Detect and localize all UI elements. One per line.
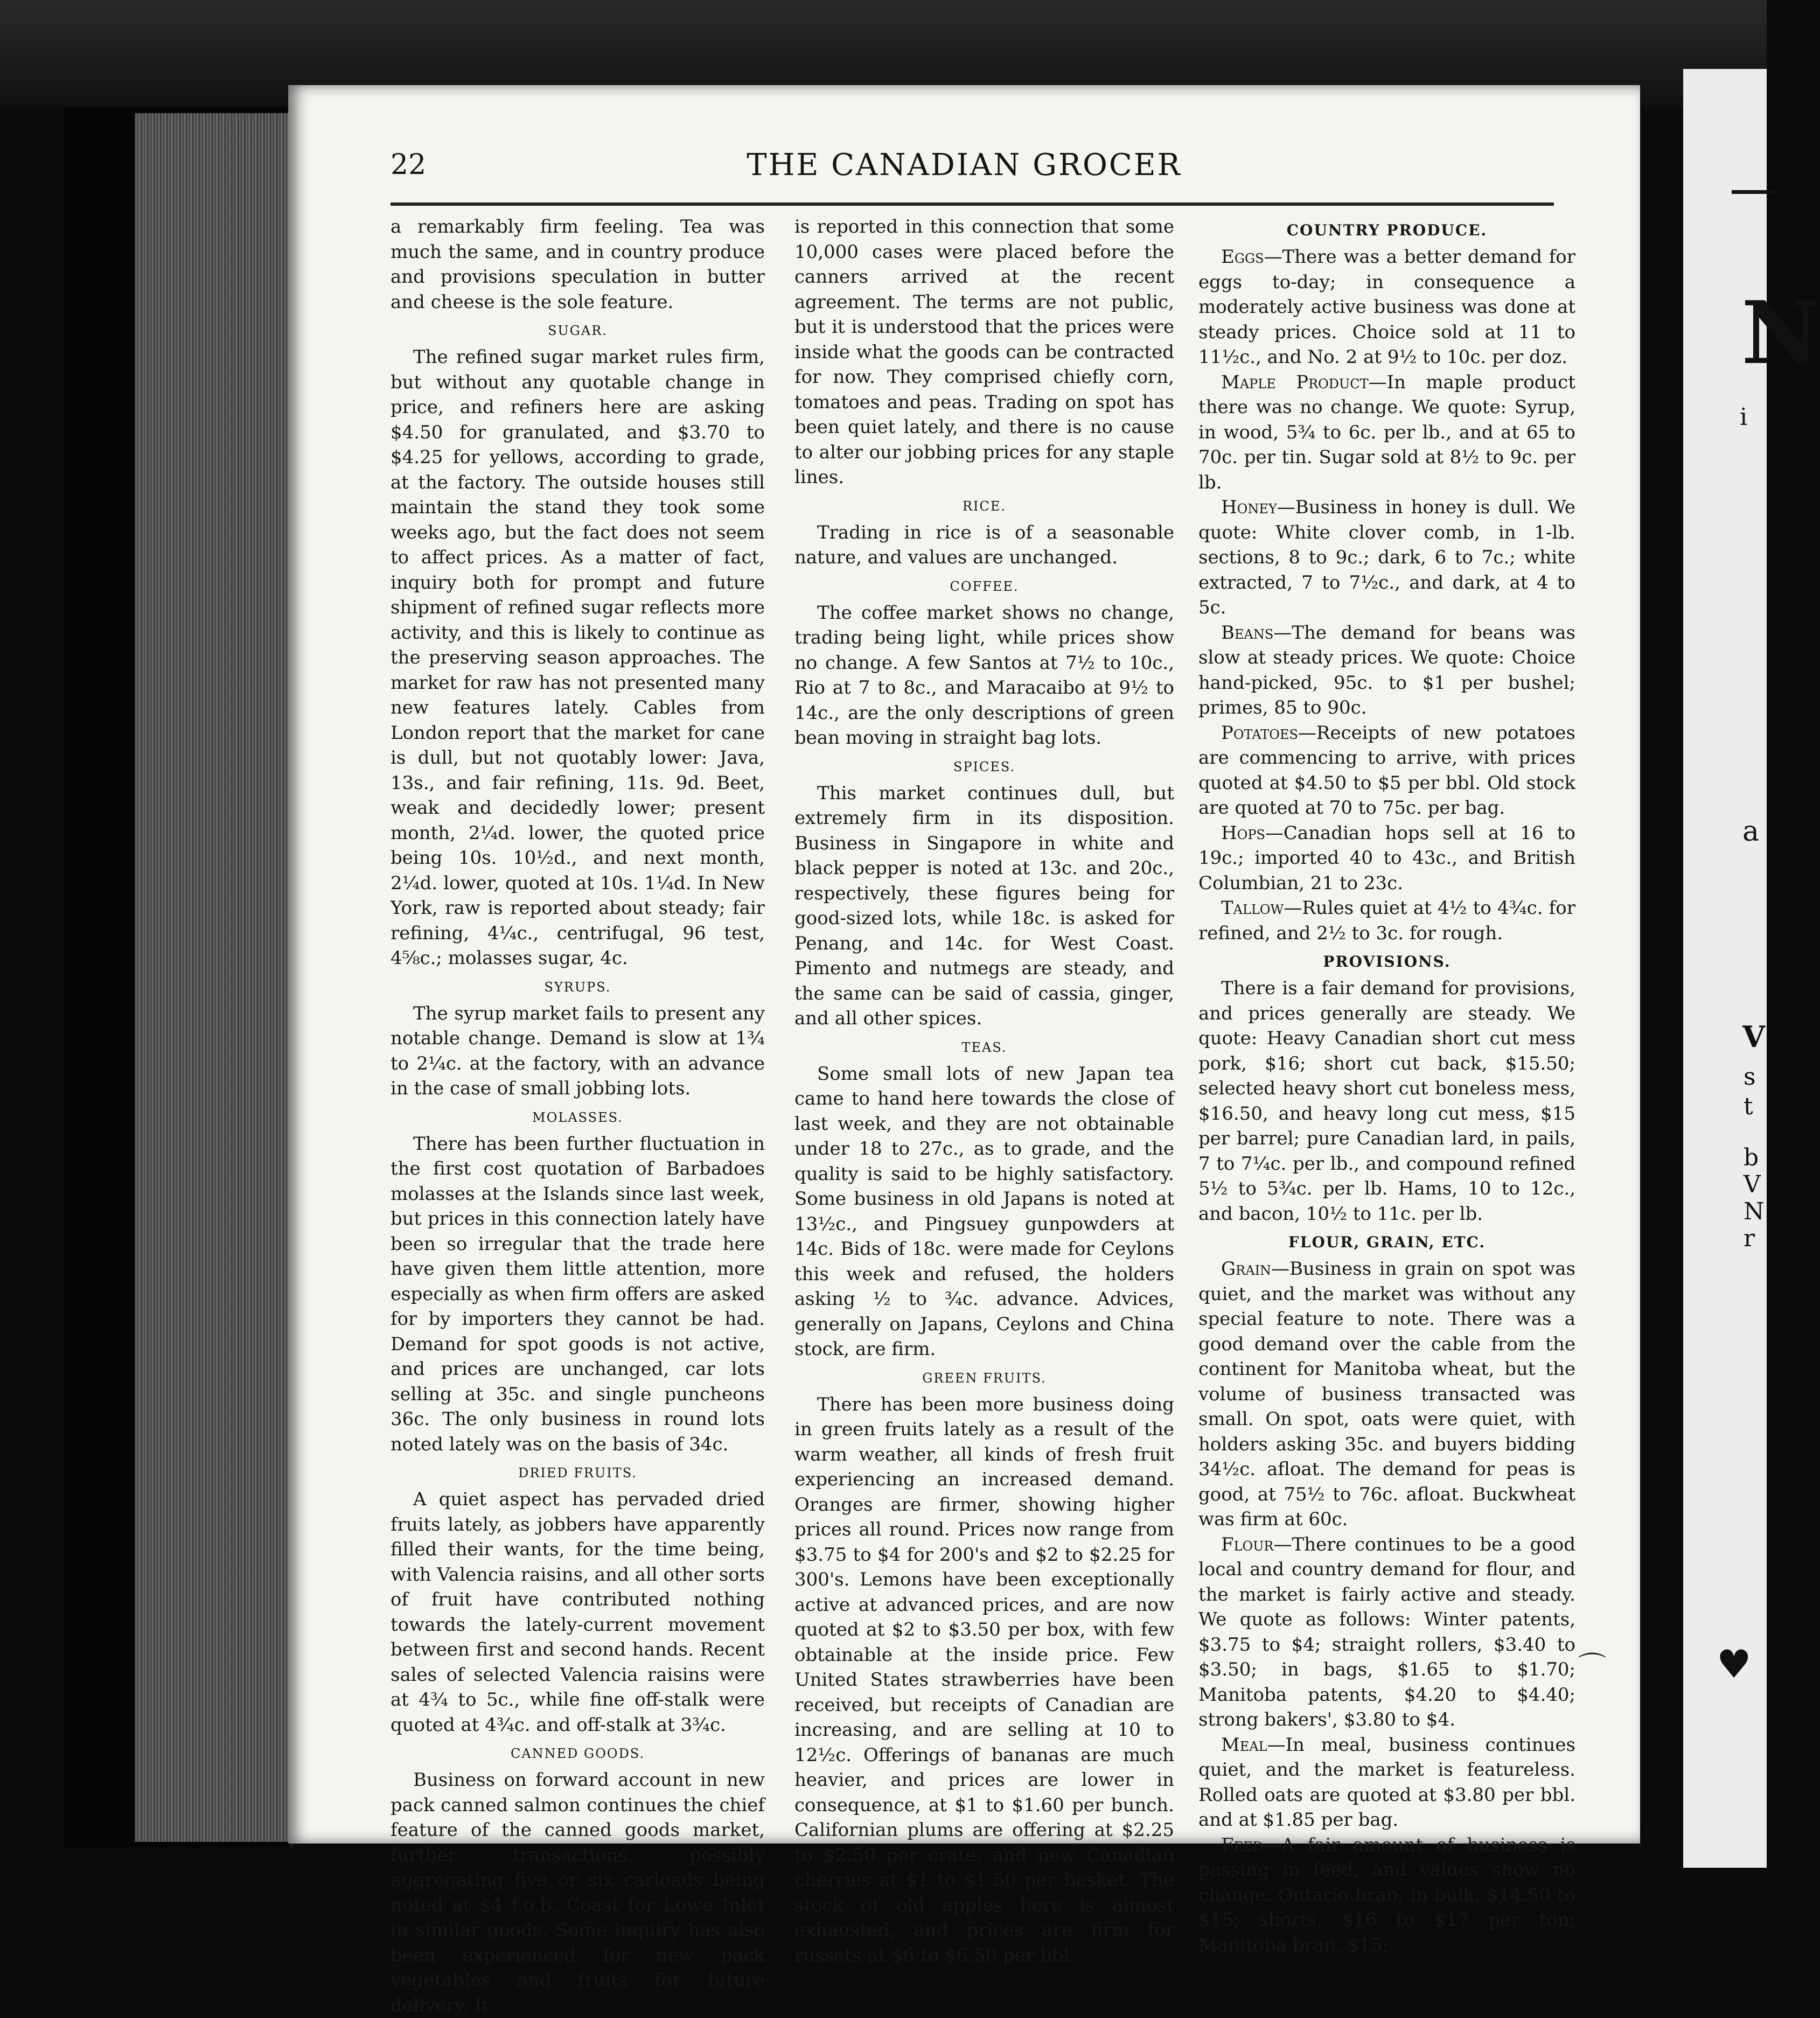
column-3 bbox=[1198, 214, 1575, 1958]
paragraph bbox=[1198, 821, 1575, 896]
paragraph bbox=[1198, 1733, 1575, 1833]
page-edges bbox=[135, 113, 291, 1842]
section-heading: SPICES. bbox=[953, 759, 1016, 774]
section-heading: SYRUPS. bbox=[544, 979, 611, 995]
item-text: —Receipts of new potatoes are commencing to arrive, with prices quoted at $4.50 to $5 per bbl. Old stock are quoted at 70 to 75c. per bag. bbox=[1198, 722, 1575, 819]
paragraph: The refined sugar market rules firm, but without any quotable change in price, and refiners here are asking $4.50 for granulated, and $3.70 to $4.25 for yellows, according to grade, at the factory. The outside houses still maintain the stand they took some weeks ago, but the fact does not seem to affect prices. As a matter of fact, inquiry both for prompt and future shipment of refined sugar reflects more activity, and this is likely to continue as the preserving season approaches. The market for raw has not presented many new features lately. Cables from London report that the market for cane is dull, but not quotably lower: Java, 13s., and fair refining, 11s. 9d. Beet, weak and decidedly lower; present month, 2¼d. lower, the quoted price being 10s. 10½d., and next month, 2¼d. lower, quoted at 10s. 1¼d. In New York, raw is reported about steady; fair refining, 4¼c., centrifugal, 96 test, 4⅝c.; molasses sugar, 4c. bbox=[391, 346, 765, 969]
facing-page-mark: V bbox=[1744, 1171, 1761, 1198]
item-text: —A fair amount of business is passing in feed, and values show no change. Ontario bran, in bulk, $14.50 to $15; shorts, $16 to $17 per ton; Manitoba bran, $15; bbox=[1198, 1834, 1575, 1956]
paragraph bbox=[1198, 370, 1575, 495]
column-1 bbox=[391, 214, 765, 2018]
running-title: THE CANADIAN GROCER bbox=[747, 148, 1182, 183]
paragraph bbox=[1198, 896, 1575, 946]
paragraph bbox=[1198, 1256, 1575, 1532]
section-heading: TEAS. bbox=[961, 1039, 1007, 1055]
facing-page-mark: a bbox=[1742, 815, 1760, 848]
paragraph bbox=[1198, 245, 1575, 370]
paragraph: a remarkably firm feeling. Tea was much the same, and in country produce and provisions speculation in butter and cheese is the sole feature. bbox=[391, 216, 765, 313]
newspaper-page bbox=[288, 85, 1640, 2016]
facing-page-mark: r bbox=[1744, 1225, 1755, 1252]
facing-page-mark: s bbox=[1744, 1063, 1756, 1091]
item-lead: Grain bbox=[1221, 1258, 1272, 1280]
item-lead: Honey bbox=[1221, 497, 1277, 518]
item-lead: Eggs bbox=[1221, 246, 1264, 268]
item-text: —Business in honey is dull. We quote: White clover comb, in 1-lb. sections, 8 to 9c.; dark, 6 to 7c.; white extracted, 7 to 7½c., and dark, at 4 to 5c. bbox=[1198, 497, 1575, 618]
paragraph bbox=[1198, 620, 1575, 721]
paragraph: Trading in rice is of a seasonable nature, and values are unchanged. bbox=[794, 521, 1174, 568]
facing-page bbox=[1683, 69, 1820, 1868]
facing-page-mark: V bbox=[1742, 1020, 1765, 1054]
item-text: —In meal, business continues quiet, and the market is featureless. Rolled oats are quoted at $3.80 per bbl. and at $1.85 per bag. bbox=[1198, 1734, 1575, 1831]
item-text: —Canadian hops sell at 16 to 19c.; imported 40 to 43c., and British Columbian, 21 to 23c. bbox=[1198, 822, 1575, 894]
item-lead: Tallow bbox=[1221, 897, 1284, 919]
item-lead: Beans bbox=[1221, 622, 1274, 644]
paragraph: The syrup market fails to present any notable change. Demand is slow at 1¾ to 2¼c. at the factory, with an advance in the case of small jobbing lots. bbox=[391, 1002, 765, 1099]
facing-page-mark: t bbox=[1744, 1093, 1753, 1120]
paragraph: There is a fair demand for provisions, and prices generally are steady. We quote: Heavy Canadian short cut mess pork, $16; short cut back, $15.50; selected heavy short cut boneless mess, $16.50, and heavy long cut mess, $15 per barrel; pure Canadian lard, in pails, 7 to 7¼c. per lb., and compound refined 5½ to 5¾c. per lb. Hams, 10 to 12c., and bacon, 10½ to 11c. per lb. bbox=[1198, 977, 1575, 1225]
item-lead: Hops bbox=[1221, 822, 1265, 844]
facing-page-mark: i bbox=[1740, 403, 1748, 431]
item-lead: Flour bbox=[1221, 1533, 1274, 1555]
item-lead: Meal bbox=[1221, 1734, 1267, 1756]
facing-page-mark: N bbox=[1744, 1198, 1765, 1225]
facing-page-mark: b bbox=[1744, 1144, 1759, 1171]
paragraph: Business on forward account in new pack canned salmon continues the chief feature of the canned goods market, further transactions, possibly aggregating five or six carloads being noted at $4 f.o.b. Coast for Lowe Inlet in similar goods. Some inquiry has also been experienced for new pack vegetables and fruits for future delivery. It bbox=[391, 1769, 765, 2016]
paragraph: The coffee market shows no change, trading being light, while prices show no change. A few Santos at 7½ to 10c., Rio at 7 to 8c., and Maracaibo at 9½ to 14c., are the only descriptions of green bean moving in straight bag lots. bbox=[794, 602, 1174, 749]
paragraph bbox=[1198, 721, 1575, 821]
item-lead: Feed bbox=[1221, 1834, 1263, 1856]
paragraph bbox=[1198, 495, 1575, 620]
header-rule bbox=[391, 203, 1554, 206]
item-lead: Maple Product bbox=[1221, 371, 1369, 393]
column-2 bbox=[794, 214, 1174, 1968]
paragraph: There has been more business doing in green fruits lately as a result of the warm weather, all kinds of fresh fruit experiencing an increased demand. Oranges are firmer, showing higher prices all round. Prices now range from $3.75 to $4 for 200's and $2 to $2.25 for 300's. Lemons have been exceptionally active at advanced prices, and are now quoted at $2 to $3.50 per box, with few obtainable at the inside price. Few United States strawberries have been received, but receipts of Canadian are increasing, and are selling at 10 to 12½c. Offerings of bananas are much heavier, and prices are lower in consequence, at $1 to $1.60 per bunch. Californian plums are offering at $2.25 to $2.50 per crate, and new Canadian cherries at $1 to $1.50 per basket. The stock of old apples here is almost exhausted, and prices are firm for russets at $6 to $6.50 per bbl. bbox=[794, 1393, 1174, 1966]
section-heading: PROVISIONS. bbox=[1323, 953, 1451, 970]
item-text: —The demand for beans was slow at steady prices. We quote: Choice hand-picked, 95c. to $1 per bushel; primes, 85 to 90c. bbox=[1198, 622, 1575, 718]
item-lead: Potatoes bbox=[1221, 722, 1298, 744]
section-heading: COUNTRY PRODUCE. bbox=[1286, 221, 1488, 239]
paragraph bbox=[1198, 1532, 1575, 1733]
facing-page-rule bbox=[1732, 190, 1775, 194]
paragraph: This market continues dull, but extremely firm in its disposition. Business in Singapore in white and black pepper is noted at 13c. and 20c., respectively, these figures being for good-sized lots, while 18c. is asked for Penang, and 14c. for West Coast. Pimento and nutmegs are steady, and the same can be said of cassia, ginger, and all other spices. bbox=[794, 782, 1174, 1029]
paragraph: There has been further fluctuation in the first cost quotation of Barbadoes molasses at the Islands since last week, but prices in this connection lately have been so irregular that the trade here have given them little attention, more especially as when firm offers are asked for by importers they cannot be had. Demand for spot goods is not active, and prices are unchanged, car lots selling at 35c. and single puncheons 36c. The only business in round lots noted lately was on the basis of 34c. bbox=[391, 1133, 765, 1455]
section-heading: RICE. bbox=[962, 498, 1007, 514]
item-text: —There continues to be a good local and country demand for flour, and the market is fairly active and steady. We quote as follows: Winter patents, $3.75 to $4; straight rollers, $3.40 to $3.50; in bags, $1.65 to $1.70; Manitoba patents, $4.20 to $4.40; strong bakers', $3.80 to $4. bbox=[1198, 1533, 1575, 1730]
item-text: —Rules quiet at 4½ to 4¾c. for refined, and 2½ to 3c. for rough. bbox=[1198, 897, 1575, 944]
section-heading: SUGAR. bbox=[548, 323, 608, 338]
heart-icon: ♥ bbox=[1717, 1642, 1752, 1687]
item-text: —In maple product there was no change. We quote: Syrup, in wood, 5¾ to 6c. per lb., and at 65 to 70c. per tin. Sugar sold at 8½ to 9c. per lb. bbox=[1198, 371, 1575, 493]
facing-page-letter: N bbox=[1741, 282, 1820, 383]
section-heading: FLOUR, GRAIN, ETC. bbox=[1288, 1233, 1486, 1251]
paragraph: Some small lots of new Japan tea came to hand here towards the close of last week, and they are not obtainable under 18 to 27c., as to grade, and the quality is said to be highly satisfactory. Some business in old Japans is noted at 13½c., and Pingsuey gunpowders at 14c. Bids of 18c. were made for Ceylons this week and refused, the holders asking ½ to ¾c. advance. Advices, generally on Japans, Ceylons and China stock, are firm. bbox=[794, 1063, 1174, 1360]
section-heading: GREEN FRUITS. bbox=[922, 1370, 1047, 1386]
section-heading: DRIED FRUITS. bbox=[518, 1465, 637, 1481]
section-heading: COFFEE. bbox=[950, 578, 1019, 594]
item-text: —There was a better demand for eggs to-day; in consequence a moderately active business was done at steady prices. Choice sold at 11 to 11½c., and No. 2 at 9½ to 10c. per doz. bbox=[1198, 246, 1575, 368]
page-number: 22 bbox=[391, 149, 427, 181]
pencil-mark-icon: ⌒ bbox=[1578, 1651, 1607, 1684]
section-heading: CANNED GOODS. bbox=[510, 1746, 645, 1761]
paragraph bbox=[1198, 1833, 1575, 1958]
item-text: —Business in grain on spot was quiet, and the market was without any special feature to note. There was a good demand over the cable from the continent for Manitoba wheat, but the volume of business transacted was small. On spot, oats were quiet, with holders asking 35c. and buyers bidding 34½c. afloat. The demand for peas is good, at 75½ to 76c. afloat. Buckwheat was firm at 60c. bbox=[1198, 1258, 1575, 1530]
paragraph: A quiet aspect has pervaded dried fruits lately, as jobbers have apparently filled their wants, for the time being, with Valencia raisins, and all other sorts of fruit have contributed nothing towards the lately-current movement between first and second hands. Recent sales of selected Valencia raisins were at 4¾ to 5c., while fine off-stalk were quoted at 4¾c. and off-stalk at 3¾c. bbox=[391, 1489, 765, 1736]
section-heading: MOLASSES. bbox=[532, 1109, 623, 1125]
paragraph: is reported in this connection that some 10,000 cases were placed before the canners arrived at the recent agreement. The terms are not public, but it is understood that the prices were inside what the goods can be contracted for now. They comprised chiefly corn, tomatoes and peas. Trading on spot has been quiet lately, and there is no cause to alter our jobbing prices for any staple lines. bbox=[794, 216, 1174, 488]
